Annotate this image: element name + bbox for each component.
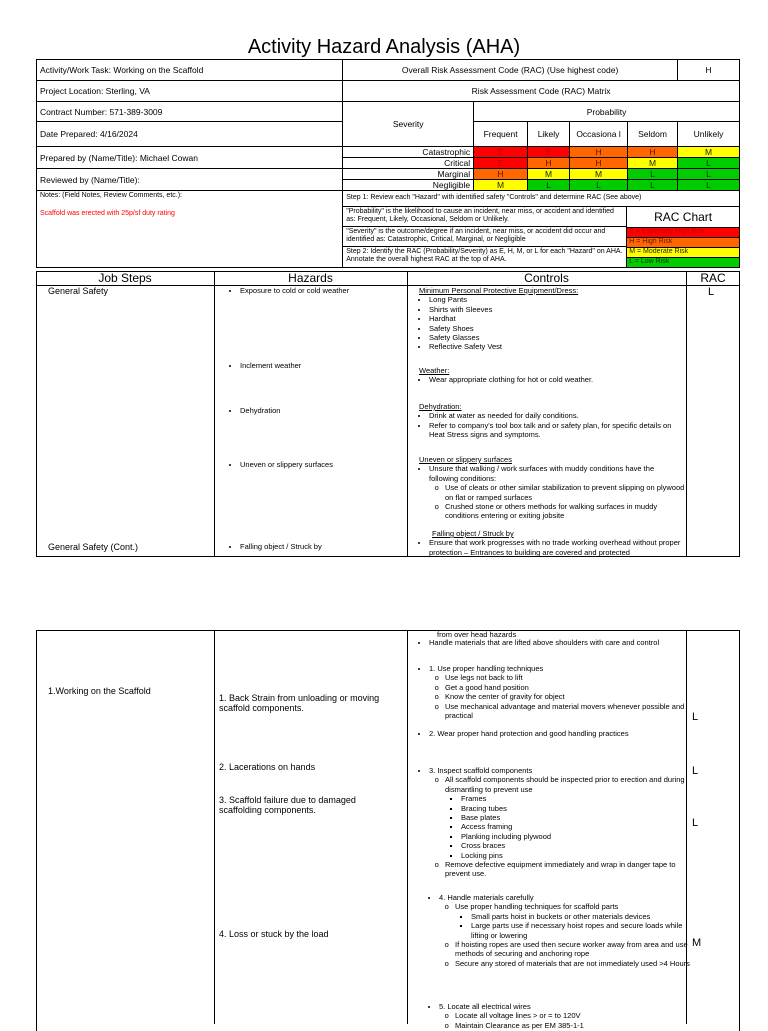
weather-item: • Wear appropriate clothing for hot or cold weather. (429, 375, 685, 384)
legend-high: H = High Risk (627, 238, 739, 248)
control-sub-text: Use proper handling techniques for scaffold parts (455, 902, 619, 912)
control-sub: o Secure any stored of materials that are not immediately used >4 Hours (455, 959, 695, 968)
col-hazards: Hazards (288, 271, 333, 285)
legend-extreme: E = Extremely High Risk (627, 228, 739, 238)
rac-value: L (692, 711, 699, 723)
control-sub: o Maintain Clearance as per EM 385-1-1 (455, 1021, 695, 1030)
control-sub: o Use mechanical advantage and material movers whenever possible and practical (445, 702, 695, 721)
hazard-text: 3. Scaffold failure due to damaged scaffolding components. (219, 795, 356, 815)
location-field: Project Location: Sterling, VA (37, 81, 343, 102)
falling-block (419, 529, 685, 557)
rac-cell: L (528, 180, 570, 191)
control-item (429, 766, 695, 879)
job-step: General Safety (48, 286, 109, 296)
severity-heading: Severity (343, 102, 474, 147)
hazard-list (222, 460, 425, 469)
rac-cell: E (474, 147, 528, 158)
overall-rac-value: H (677, 60, 739, 81)
ppe-item: • Reflective Safety Vest (429, 342, 685, 351)
col-divider (214, 630, 215, 1024)
control-item: • 2. Wear proper hand protection and good handling practices (429, 729, 695, 738)
control-item (439, 1002, 695, 1030)
rac-value: L (692, 765, 699, 777)
component-item: ▪ Cross braces (461, 841, 695, 850)
rac-value: L (692, 817, 699, 829)
hazard-item: • Inclement weather (240, 361, 425, 370)
activity-field: Activity/Work Task: Working on the Scaffold (37, 60, 343, 81)
rac-cell: M (474, 180, 528, 191)
control-text: 1. Use proper handling techniques (429, 664, 544, 673)
sev-row-label: Negligible (343, 180, 474, 191)
rac-cell: H (628, 147, 678, 158)
control-item (439, 893, 695, 968)
prepared-field: Prepared by (Name/Title): Michael Cowan (37, 147, 343, 169)
component-item: ▪ Frames (461, 794, 695, 803)
rac-cell: E (528, 147, 570, 158)
control-sub: o Remove defective equipment immediately and wrap in danger tape to prevent use. (445, 860, 695, 879)
rac-cell: L (628, 169, 678, 180)
hazard-list (222, 542, 425, 551)
rac-value: L (708, 286, 715, 298)
overall-rac-label: Overall Risk Assessment Code (RAC) (Use highest code) (343, 60, 678, 81)
hazard-item: • Falling object / Struck by (240, 542, 425, 551)
control-sub: o If hoisting ropes are used then secure worker away from area and use methods of securing and anchoring rope (455, 940, 695, 959)
hazard-item: • Exposure to cold or cold weather (240, 286, 425, 295)
uneven-item (429, 464, 685, 520)
control-sub (455, 902, 695, 940)
weather-block (419, 366, 685, 385)
control-5 (429, 1002, 695, 1030)
weather-title: Weather: (419, 366, 450, 375)
control-item: • Handle materials that are lifted above shoulders with care and control (429, 638, 695, 647)
uneven-text: Unsure that walking / work surfaces with muddy conditions have the following conditions: (429, 464, 655, 483)
notes-text: Scaffold was erected with 25p/sf duty rating (40, 209, 175, 217)
rac-instructions (343, 191, 740, 268)
rac-cell: E (474, 158, 528, 169)
component-item: ▪ Base plates (461, 813, 695, 822)
control-sub (445, 775, 695, 860)
rac-cell: M (570, 169, 628, 180)
ppe-block (419, 286, 685, 352)
header-table (36, 59, 740, 268)
step1-text: Step 1: Review each "Hazard" with identified safety "Controls" and determine RAC (See above) (343, 191, 739, 207)
rac-cell: L (570, 180, 628, 191)
rac-cell: H (570, 158, 628, 169)
handling-item: ▪ Large parts use if necessary hoist ropes and secure loads while lifting or lowering (471, 921, 695, 940)
control-1 (419, 664, 695, 720)
control-sub-text: All scaffold components should be inspected prior to erection and during dismantling to prevent use (445, 775, 685, 794)
rac-cell: L (628, 180, 678, 191)
control-sub: o Locate all voltage lines > or = to 120V (455, 1011, 695, 1020)
rac-cell: M (677, 147, 739, 158)
prob-col: Occasiona l (570, 122, 628, 147)
hazard-list (222, 286, 425, 295)
dehydration-title: Dehydration: (419, 402, 462, 411)
dehydration-block (419, 402, 685, 440)
prob-col: Frequent (474, 122, 528, 147)
rac-cell: L (677, 180, 739, 191)
control-sub: o Use legs not back to lift (445, 673, 695, 682)
rac-cell: H (528, 158, 570, 169)
hazard-item: • Dehydration (240, 406, 425, 415)
control-text: 4. Handle materials carefully (439, 893, 534, 902)
col-controls: Controls (524, 271, 569, 285)
notes-label: Notes: (Field Notes, Review Comments, etc.): (40, 192, 182, 199)
col-rac: RAC (700, 271, 726, 285)
sev-row-label: Marginal (343, 169, 474, 180)
handling-item: ▪ Small parts hoist in buckets or other materials devices (471, 912, 695, 921)
ppe-item: • Shirts with Sleeves (429, 305, 685, 314)
col-job-steps: Job Steps (98, 271, 152, 285)
control-item (429, 664, 695, 720)
dehydration-item: • Refer to company's tool box talk and or safety plan, for specific details on Heat Stress signs and symptoms. (429, 421, 685, 440)
rac-cell: H (474, 169, 528, 180)
contract-field: Contract Number: 571-389-3009 (37, 102, 343, 122)
page-title: Activity Hazard Analysis (AHA) (247, 36, 521, 58)
component-item: ▪ Locking pins (461, 851, 695, 860)
matrix-title: Risk Assessment Code (RAC) Matrix (343, 81, 740, 102)
rac-cell: L (677, 169, 739, 180)
falling-title: Falling object / Struck by (432, 529, 514, 538)
sev-row-label: Catastrophic (343, 147, 474, 158)
control-3 (419, 766, 695, 879)
hazard-item: • Uneven or slippery surfaces (240, 460, 425, 469)
ppe-item: • Safety Glasses (429, 333, 685, 342)
controls-continued: from over head hazards (437, 630, 517, 639)
rac-cell: M (528, 169, 570, 180)
hazard-list (222, 361, 425, 370)
prob-col: Seldom (628, 122, 678, 147)
notes-cell (37, 191, 343, 268)
reviewed-field: Reviewed by (Name/Title): (37, 169, 343, 191)
severity-definition: "Severity" is the outcome/degree if an incident, near miss, or accident did occur and identified as: Catastrophic, Critical, Marginal, or Negligible (343, 227, 626, 247)
control-4 (429, 893, 695, 968)
date-field: Date Prepared: 4/16/2024 (37, 122, 343, 147)
col-divider (407, 630, 408, 1024)
legend-low: L = Low Risk (627, 258, 739, 267)
prob-col: Likely (528, 122, 570, 147)
hazard-text: 2. Lacerations on hands (219, 762, 316, 772)
ppe-title: Minimum Personal Protective Equipment/Dress: (419, 286, 579, 295)
ppe-item: • Long Pants (429, 295, 685, 304)
dehydration-item: • Drink at water as needed for daily conditions. (429, 411, 685, 420)
component-item: ▪ Bracing tubes (461, 804, 695, 813)
hazard-text: 4. Loss or stuck by the load (219, 929, 329, 939)
control-sub: o Know the center of gravity for object (445, 692, 695, 701)
component-item: ▪ Planking including plywood (461, 832, 695, 841)
rac-value: M (692, 937, 702, 949)
control-text: 3. Inspect scaffold components (429, 766, 533, 775)
rac-cell: H (570, 147, 628, 158)
rac-cell: L (677, 158, 739, 169)
uneven-sub: o Crushed stone or others methods for walking surfaces in muddy conditions entering or exiting jobsite (445, 502, 685, 521)
probability-heading: Probability (474, 102, 740, 122)
job-step: General Safety (Cont.) (48, 542, 139, 552)
rac-chart-title: RAC Chart (627, 207, 739, 228)
hazard-text: 1. Back Strain from unloading or moving scaffold components. (219, 693, 380, 713)
sev-row-label: Critical (343, 158, 474, 169)
probability-definition: "Probability" is the likelihood to cause an incident, near miss, or accident and identified as: Frequent, Likely, Occasional, Seldom or Unlikely. (343, 207, 626, 227)
uneven-block (419, 455, 685, 521)
uneven-title: Uneven or slippery surfaces (419, 455, 512, 464)
step2-text: Step 2: Identify the RAC (Probability/Severity) as E, H, M, or L for each "Hazard" on AHA. Annotate the overall highest RAC at the top of AHA. (346, 247, 623, 263)
legend-moderate: M = Moderate Risk (627, 248, 739, 258)
hazard-list (222, 406, 425, 415)
control-text: 5. Locate all electrical wires (439, 1002, 531, 1011)
ppe-item: • Hardhat (429, 314, 685, 323)
rac-cell: M (628, 158, 678, 169)
job-step: 1.Working on the Scaffold (48, 686, 151, 696)
ppe-item: • Safety Shoes (429, 324, 685, 333)
col-divider (214, 271, 215, 556)
component-item: ▪ Access framing (461, 822, 695, 831)
col-divider (686, 271, 687, 556)
prob-col: Unlikely (677, 122, 739, 147)
control-sub: o Get a good hand position (445, 683, 695, 692)
falling-item: • Ensure that work progresses with no trade working overhead without proper protection – Entrances to building are covered and protected (429, 538, 685, 557)
uneven-sub: o Use of cleats or other similar stabilization to prevent slipping on plywood on flat or ramped surfaces (445, 483, 685, 502)
